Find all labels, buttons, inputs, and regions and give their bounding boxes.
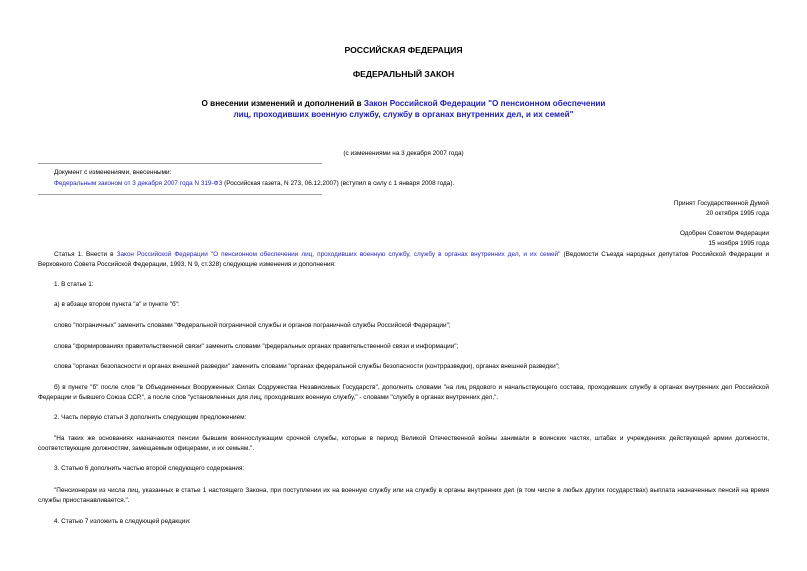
- item-3-quote: "Пенсионерам из числа лиц, указанных в статье 1 настоящего Закона, при поступлении их на военную службу или на службу в органы внутренних дел (в том числе в любых других государствах) выплата назначенных пенсий на время службы приостанавливается.".: [38, 487, 769, 504]
- amending-law-link[interactable]: Федеральным законом от 3 декабря 2007 года N 319-ФЗ: [54, 180, 223, 187]
- doc-type-heading: ФЕДЕРАЛЬНЫЙ ЗАКОН: [352, 69, 455, 79]
- article-1-suffix: (Ведомости Съезда народных депутатов Российской Федерации и Верховного Совета Российской Федерации, 1993, N 9, ст.328) следующие изменения и дополнения:: [38, 251, 770, 268]
- item-1: 1. В статье 1:: [54, 281, 94, 288]
- item-4: 4. Статью 7 изложить в следующей редакции:: [54, 518, 191, 525]
- changes-intro: Документ с изменениями, внесенными:: [54, 169, 172, 176]
- article-1-prefix: Статья 1. Внести в: [54, 251, 117, 258]
- article-1-text: [38, 250, 769, 270]
- changes-line: [54, 179, 454, 189]
- council-approved: Одобрен Советом Федерации: [679, 230, 769, 237]
- title-law-link[interactable]: Закон Российской Федерации "О пенсионном обеспечении лиц, проходивших военную службу, службу в органах внутренних дел, и их семей": [233, 99, 606, 120]
- item-2: 2. Часть первую статьи 3 дополнить следующим предложением:: [54, 414, 247, 421]
- council-date: 15 ноября 1995 года: [708, 240, 769, 247]
- item-1a: а) в абзаце втором пункта "а" и пункте "б":: [54, 301, 180, 308]
- article-1-law-link[interactable]: Закон Российской Федерации "О пенсионном обеспечении лиц, проходивших военную службу, службу в органах внутренних дел, и их семей": [116, 251, 561, 258]
- law-title: [200, 98, 607, 121]
- word-replacement-3: слова "органах безопасности и органах внешней разведки" заменить словами "органах федеральной службы безопасности (контрразведки), органах внешней разведки";: [54, 363, 560, 370]
- word-replacement-2: слова "формированиях правительственной связи" заменить словами "федеральных органах правительственной связи и информации";: [54, 343, 459, 350]
- duma-adopted: Принят Государственной Думой: [673, 200, 769, 207]
- divider-bottom: [38, 194, 322, 195]
- item-3: 3. Статью 6 дополнить частью второй следующего содержания:: [54, 465, 245, 472]
- duma-date: 20 октября 1995 года: [706, 210, 769, 217]
- country-heading: РОССИЙСКАЯ ФЕДЕРАЦИЯ: [344, 45, 463, 55]
- item-1b: б) в пункте "б" после слов "в Объединенных Вооруженных Силах Содружества Независимых Государств", дополнить словами "на лиц рядового и начальствующего состава, проходивших службу в органах внутренних дел Российской Федерации и бывшего Союза ССР,", а после слов "установленных для лиц, проходивших военную службу," - словами "службу в органах внутренних дел,".: [38, 384, 769, 401]
- divider-top: [38, 163, 322, 164]
- item-2-quote: "На таких же основаниях назначаются пенсии бывшим военнослужащим срочной службы, которые в период Великой Отечественной войны занимали в воинских частях, штабах и учреждениях действующей армии должности, соответствующие должностям, замещаемым офицерами, и их семьям.".: [38, 435, 769, 452]
- changes-tail: (Российская газета, N 273, 06.12.2007) (вступил в силу с 1 января 2008 года).: [222, 180, 455, 187]
- revision-note: (с изменениями на 3 декабря 2007 года): [343, 150, 464, 157]
- title-prefix: О внесении изменений и дополнений в: [201, 99, 364, 108]
- word-replacement-1: слово "пограничных" заменить словами "Федеральной пограничной службы и органов пограничной службы Российской Федерации";: [54, 322, 451, 329]
